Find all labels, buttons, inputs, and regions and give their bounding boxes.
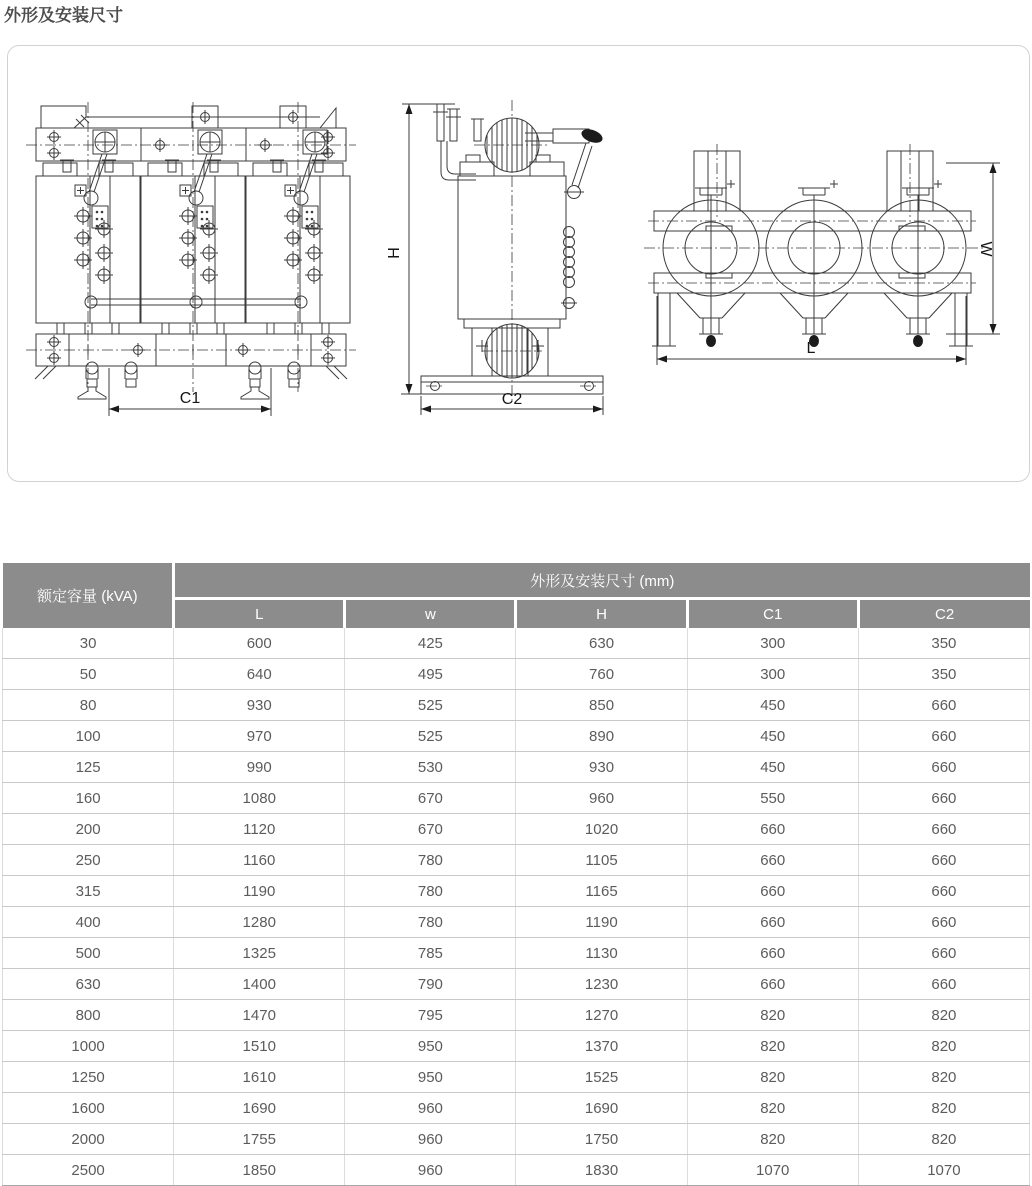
table-cell-C2: 660 [858,721,1029,752]
dimensions-table [2,563,1030,1186]
table-cell-L: 1690 [174,1093,345,1124]
table-cell-L: 970 [174,721,345,752]
table-cell-H: 1165 [516,876,687,907]
table-cell-H: 1690 [516,1093,687,1124]
table-row [3,783,1030,814]
table-cell-C1: 820 [687,1093,858,1124]
table-row [3,1093,1030,1124]
table-cell-L: 1610 [174,1062,345,1093]
table-cell-H: 1750 [516,1124,687,1155]
table-cell-H: 960 [516,783,687,814]
table-row [3,628,1030,659]
table-cell-C1: 660 [687,969,858,1000]
table-cell-H: 1370 [516,1031,687,1062]
table-cell-L: 1120 [174,814,345,845]
table-cell-H: 630 [516,628,687,659]
table-cell-kva: 1250 [3,1062,174,1093]
table-cell-H: 1830 [516,1155,687,1186]
table-cell-H: 1020 [516,814,687,845]
table-cell-C1: 820 [687,1031,858,1062]
table-cell-C2: 660 [858,907,1029,938]
table-row [3,907,1030,938]
table-cell-C2: 660 [858,876,1029,907]
table-cell-L: 640 [174,659,345,690]
table-cell-kva: 2500 [3,1155,174,1186]
table-cell-L: 1510 [174,1031,345,1062]
table-cell-kva: 1000 [3,1031,174,1062]
table-row [3,659,1030,690]
table-cell-H: 850 [516,690,687,721]
table-cell-kva: 50 [3,659,174,690]
table-cell-kva: 630 [3,969,174,1000]
page-title: 外形及安装尺寸 [4,6,123,25]
table-cell-C2: 820 [858,1124,1029,1155]
table-cell-L: 1080 [174,783,345,814]
table-cell-C1: 660 [687,876,858,907]
table-row [3,969,1030,1000]
table-cell-C1: 820 [687,1062,858,1093]
table-cell-C2: 660 [858,938,1029,969]
table-cell-H: 890 [516,721,687,752]
table-row [3,1062,1030,1093]
table-cell-C1: 300 [687,659,858,690]
table-cell-C1: 660 [687,907,858,938]
table-cell-L: 930 [174,690,345,721]
table-cell-w: 495 [345,659,516,690]
table-cell-w: 795 [345,1000,516,1031]
table-cell-w: 960 [345,1124,516,1155]
table-row [3,721,1030,752]
table-cell-w: 525 [345,721,516,752]
table-cell-C2: 820 [858,1062,1029,1093]
table-cell-w: 950 [345,1031,516,1062]
table-cell-L: 1850 [174,1155,345,1186]
dim-label-w: W [977,241,994,257]
table-row [3,690,1030,721]
table-cell-H: 1525 [516,1062,687,1093]
table-cell-C2: 820 [858,1000,1029,1031]
table-cell-kva: 125 [3,752,174,783]
dim-label-c2: C2 [501,391,523,408]
dim-label-c1: C1 [179,390,201,407]
table-row [3,1031,1030,1062]
table-cell-kva: 200 [3,814,174,845]
table-cell-L: 990 [174,752,345,783]
table-cell-C1: 820 [687,1124,858,1155]
table-cell-w: 780 [345,907,516,938]
table-cell-kva: 800 [3,1000,174,1031]
table-cell-kva: 2000 [3,1124,174,1155]
table-cell-C2: 660 [858,783,1029,814]
table-cell-kva: 160 [3,783,174,814]
side-view-drawing [386,100,604,415]
front-view-drawing [26,102,356,416]
table-cell-C2: 660 [858,969,1029,1000]
table-cell-L: 1470 [174,1000,345,1031]
table-cell-w: 670 [345,783,516,814]
table-cell-H: 1270 [516,1000,687,1031]
table-cell-L: 1400 [174,969,345,1000]
table-cell-kva: 100 [3,721,174,752]
top-view-drawing [644,144,1000,365]
dim-label-h: H [386,247,403,259]
table-cell-C1: 1070 [687,1155,858,1186]
header-col-w: w [345,599,516,629]
table-cell-w: 780 [345,876,516,907]
table-cell-L: 1280 [174,907,345,938]
table-cell-H: 930 [516,752,687,783]
table-cell-C2: 350 [858,659,1029,690]
table-cell-w: 525 [345,690,516,721]
table-cell-C2: 660 [858,814,1029,845]
table-row [3,1155,1030,1186]
table-cell-H: 1230 [516,969,687,1000]
table-cell-w: 785 [345,938,516,969]
header-col-l: L [174,599,345,629]
table-cell-L: 600 [174,628,345,659]
table-cell-w: 790 [345,969,516,1000]
table-cell-w: 960 [345,1155,516,1186]
header-col-h: H [516,599,687,629]
table-cell-C2: 820 [858,1093,1029,1124]
dim-label-l: L [806,340,816,357]
table-cell-w: 530 [345,752,516,783]
table-row [3,1000,1030,1031]
table-cell-C2: 350 [858,628,1029,659]
table-cell-H: 1130 [516,938,687,969]
table-cell-kva: 80 [3,690,174,721]
table-cell-C2: 660 [858,752,1029,783]
table-cell-C1: 300 [687,628,858,659]
table-row [3,814,1030,845]
table-cell-C2: 820 [858,1031,1029,1062]
table-cell-L: 1160 [174,845,345,876]
transformer-outline-drawings [8,46,1029,481]
drawing-panel [7,45,1030,482]
table-cell-C1: 450 [687,752,858,783]
table-row [3,1124,1030,1155]
table-cell-w: 960 [345,1093,516,1124]
table-cell-C2: 660 [858,690,1029,721]
header-rated-capacity: 额定容量 (kVA) [3,563,174,628]
table-row [3,876,1030,907]
table-cell-w: 425 [345,628,516,659]
table-cell-C1: 450 [687,690,858,721]
table-cell-kva: 250 [3,845,174,876]
table-cell-H: 1105 [516,845,687,876]
table-row [3,845,1030,876]
table-cell-kva: 500 [3,938,174,969]
table-cell-C2: 1070 [858,1155,1029,1186]
table-body [3,628,1030,1186]
table-cell-H: 1190 [516,907,687,938]
table-cell-w: 950 [345,1062,516,1093]
table-cell-w: 780 [345,845,516,876]
table-row [3,938,1030,969]
table-cell-L: 1325 [174,938,345,969]
header-col-c1: C1 [687,599,858,629]
table-cell-C1: 550 [687,783,858,814]
table-cell-C1: 660 [687,845,858,876]
table-cell-w: 670 [345,814,516,845]
table-cell-L: 1755 [174,1124,345,1155]
table-cell-C1: 660 [687,938,858,969]
table-cell-C1: 450 [687,721,858,752]
table-cell-C2: 660 [858,845,1029,876]
table-cell-H: 760 [516,659,687,690]
header-col-c2: C2 [858,599,1029,629]
table-cell-C1: 660 [687,814,858,845]
table-cell-kva: 30 [3,628,174,659]
table-cell-kva: 400 [3,907,174,938]
table-cell-kva: 315 [3,876,174,907]
table-cell-L: 1190 [174,876,345,907]
header-dimensions-group: 外形及安装尺寸 (mm) [174,563,1030,599]
table-cell-C1: 820 [687,1000,858,1031]
table-cell-kva: 1600 [3,1093,174,1124]
table-row [3,752,1030,783]
